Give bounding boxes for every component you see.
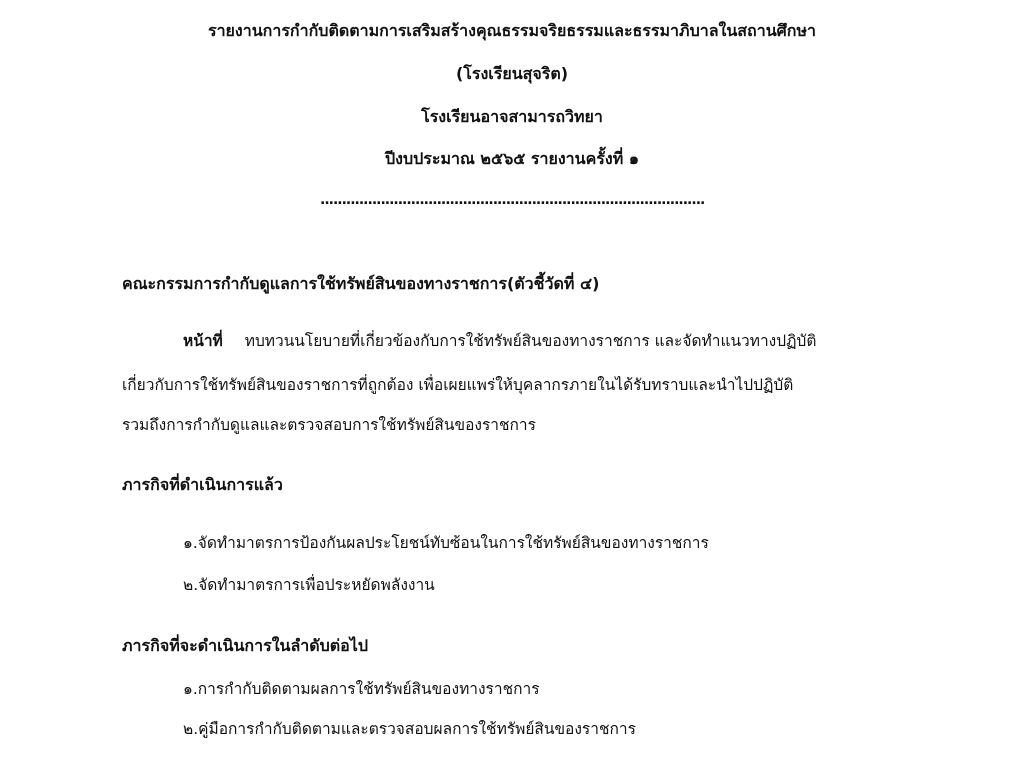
report-title: รายงานการกำกับติดตามการเสริมสร้างคุณธรรมจริยธรรมและธรรมาภิบาลในสถานศึกษา [207, 21, 817, 40]
report-subtitle: (โรงเรียนสุจริต) [455, 64, 569, 83]
duty-paragraph-line1 [183, 330, 816, 352]
dotted-divider: ......................................................................................... [320, 192, 704, 208]
list-item: ๒.จัดทำมาตรการเพื่อประหยัดพลังงาน [183, 576, 435, 594]
committee-heading: คณะกรรมการกำกับดูแลการใช้ทรัพย์สินของทางราชการ(ตัวชี้วัดที่ ๔) [122, 274, 600, 293]
list-item: ๒.คู่มือการกำกับติดตามและตรวจสอบผลการใช้ทรัพย์สินของราชการ [183, 720, 636, 738]
fiscal-year-line: ปีงบประมาณ ๒๕๖๕ รายงานครั้งที่ ๑ [385, 149, 639, 168]
list-item: ๑.การกำกับติดตามผลการใช้ทรัพย์สินของทางราชการ [183, 680, 540, 698]
next-heading: ภารกิจที่จะดำเนินการในลำดับต่อไป [122, 636, 368, 655]
done-heading: ภารกิจที่ดำเนินการแล้ว [122, 475, 283, 494]
school-name: โรงเรียนอาจสามารถวิทยา [421, 107, 603, 126]
list-item: ๑.จัดทำมาตรการป้องกันผลประโยชน์ทับซ้อนในการใช้ทรัพย์สินของทางราชการ [183, 534, 709, 552]
duty-text-line1: ทบทวนนโยบายที่เกี่ยวข้องกับการใช้ทรัพย์สินของทางราชการ และจัดทำแนวทางปฏิบัติ [244, 332, 817, 350]
duty-text-line3: รวมถึงการกำกับดูแลและตรวจสอบการใช้ทรัพย์สินของราชการ [122, 416, 536, 434]
duty-text-line2: เกี่ยวกับการใช้ทรัพย์สินของราชการที่ถูกต้อง เพื่อเผยแพร่ให้บุคลากรภายในได้รับทราบและนำไปปฏิบัติ [122, 376, 794, 394]
duty-label: หน้าที่ [183, 332, 223, 350]
